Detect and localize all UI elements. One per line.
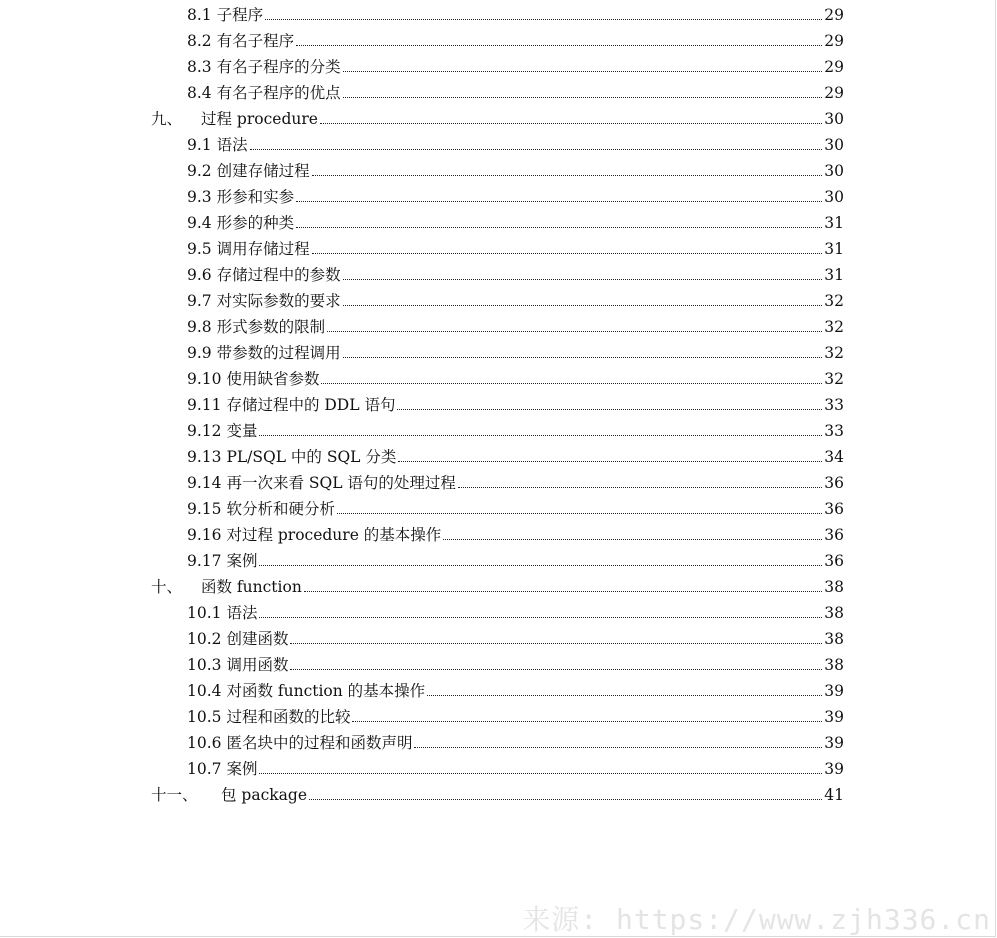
toc-entry[interactable] [187,468,844,492]
dot-leader [343,304,823,306]
toc-chapter-number: 十一、 [151,786,198,804]
toc-entry-label [187,604,257,622]
toc-entry-label [187,370,319,388]
toc-entry-title: 10.1 语法 [187,604,258,622]
toc-entry[interactable] [187,338,844,362]
toc-page-number: 36 [824,474,844,492]
toc-entry[interactable] [187,312,844,336]
toc-entry-title: 9.3 形参和实参 [187,188,295,206]
toc-entry-title: 10.7 案例 [187,760,258,778]
toc-entry-label [187,240,310,258]
dot-leader [427,694,822,696]
toc-entry[interactable] [151,780,844,804]
toc-entry-title: 9.16 对过程 procedure 的基本操作 [187,526,442,544]
dot-leader [352,720,822,722]
toc-entry[interactable] [187,182,844,206]
toc-entry-label [187,656,288,674]
toc-entry-title: 包 package [221,786,307,804]
toc-entry-label [187,136,248,154]
toc-entry-label [151,110,318,128]
toc-entry-title: 9.17 案例 [187,552,258,570]
toc-page-number: 39 [824,760,844,778]
toc-entry[interactable] [187,754,844,778]
toc-entry[interactable] [187,650,844,674]
toc-entry[interactable] [187,494,844,518]
toc-page-number: 29 [824,32,844,50]
toc-entry-title: 9.7 对实际参数的要求 [187,292,341,310]
toc-page-number: 38 [824,630,844,648]
toc-entry[interactable] [187,52,844,76]
toc-entry[interactable] [187,78,844,102]
toc-page-number: 34 [824,448,844,466]
toc-entry-title: 10.6 匿名块中的过程和函数声明 [187,734,413,752]
toc-page-number: 29 [824,84,844,102]
toc-entry-label [151,786,307,804]
dot-leader [259,772,822,774]
toc-page-number: 36 [824,552,844,570]
toc-entry-title: 9.2 创建存储过程 [187,162,310,180]
toc-entry-label [187,422,257,440]
dot-leader [290,642,822,644]
dot-leader [321,382,822,384]
toc-entry-label [187,344,341,362]
toc-entry[interactable] [187,234,844,258]
toc-page-number: 33 [824,396,844,414]
dot-leader [259,434,822,436]
toc-entry[interactable] [187,702,844,726]
toc-page-number: 31 [824,266,844,284]
dot-leader [296,44,822,46]
toc-entry-label [187,500,335,518]
watermark: 来源: https://www.zjh336.cn [522,903,991,936]
toc-entry[interactable] [187,26,844,50]
toc-entry[interactable] [187,442,844,466]
dot-leader [250,148,823,150]
toc-page-number: 30 [824,136,844,154]
toc-entry-label [187,266,341,284]
dot-leader [343,356,823,358]
toc-entry-title: 10.4 对函数 function 的基本操作 [187,682,426,700]
toc-entry-label [187,630,288,648]
toc-entry[interactable] [187,624,844,648]
dot-leader [259,564,822,566]
toc-entry[interactable] [187,156,844,180]
toc-page-number: 32 [824,370,844,388]
toc-page-number: 39 [824,734,844,752]
toc-entry[interactable] [187,0,844,24]
toc-entry-title: 过程 procedure [201,110,318,128]
toc-page-number: 32 [824,292,844,310]
toc-entry[interactable] [187,364,844,388]
toc-entry-title: 9.4 形参的种类 [187,214,295,232]
toc-entry-label [187,58,341,76]
toc-entry-title: 9.9 带参数的过程调用 [187,344,341,362]
toc-page-number: 38 [824,578,844,596]
toc-entry-label [187,292,341,310]
toc-entry-title: 9.11 存储过程中的 DDL 语句 [187,396,396,414]
toc-entry-label [187,760,257,778]
toc-page-number: 29 [824,58,844,76]
dot-leader [343,70,823,72]
toc-entry-title: 10.2 创建函数 [187,630,289,648]
toc-page-number: 38 [824,656,844,674]
toc-entry[interactable] [151,572,844,596]
toc-entry-label [187,188,294,206]
toc-page-number: 31 [824,240,844,258]
toc-page-number: 39 [824,682,844,700]
toc-entry-title: 9.6 存储过程中的参数 [187,266,341,284]
toc-entry[interactable] [187,728,844,752]
dot-leader [312,252,823,254]
toc-entry[interactable] [187,676,844,700]
toc-entry-title: 9.5 调用存储过程 [187,240,310,258]
toc-entry-title: 9.1 语法 [187,136,248,154]
toc-entry-title: 10.3 调用函数 [187,656,289,674]
dot-leader [296,200,822,202]
dot-leader [343,278,823,280]
dot-leader [398,460,822,462]
toc-entry-title: 9.12 变量 [187,422,258,440]
toc-entry-title: 10.5 过程和函数的比较 [187,708,351,726]
dot-leader [397,408,822,410]
toc-entry-title: 9.14 再一次来看 SQL 语句的处理过程 [187,474,456,492]
dot-leader [304,590,822,592]
toc-entry[interactable] [187,416,844,440]
toc-entry[interactable] [187,520,844,544]
toc-page-number: 36 [824,526,844,544]
toc-entry[interactable] [187,208,844,232]
dot-leader [296,226,822,228]
toc-page-number: 32 [824,344,844,362]
toc-entry[interactable] [151,104,844,128]
dot-leader [458,486,822,488]
toc-entry-label [187,448,396,466]
toc-entry-title: 函数 function [201,578,302,596]
toc-entry-label [187,162,310,180]
toc-entry-title: 9.15 软分析和硬分析 [187,500,335,518]
toc-entry-title: 8.2 有名子程序 [187,32,295,50]
toc-entry-label [187,708,350,726]
dot-leader [337,512,822,514]
toc-page-number: 29 [824,6,844,24]
toc-entry-label [187,6,263,24]
toc-entry-title: 9.13 PL/SQL 中的 SQL 分类 [187,448,397,466]
toc-page-number: 30 [824,110,844,128]
dot-leader [343,96,823,98]
toc-entry-title: 8.1 子程序 [187,6,264,24]
toc-page-number: 41 [824,786,844,804]
toc-entry-title: 8.4 有名子程序的优点 [187,84,341,102]
toc-entry[interactable] [187,286,844,310]
toc-entry-label [151,578,302,596]
toc-entry[interactable] [187,598,844,622]
toc-entry-label [187,396,395,414]
toc-page-number: 30 [824,162,844,180]
toc-entry-label [187,84,341,102]
toc-entry-label [187,526,441,544]
dot-leader [443,538,822,540]
dot-leader [327,330,822,332]
dot-leader [309,798,822,800]
dot-leader [290,668,822,670]
toc-entry[interactable] [187,260,844,284]
toc-entry-title: 9.10 使用缺省参数 [187,370,320,388]
toc-page-number: 32 [824,318,844,336]
toc-entry-label [187,214,294,232]
toc-entry-title: 8.3 有名子程序的分类 [187,58,341,76]
toc-page-number: 31 [824,214,844,232]
toc-chapter-number: 十、 [151,578,183,596]
toc-entry-label [187,552,257,570]
toc-entry[interactable] [187,130,844,154]
dot-leader [265,18,822,20]
toc-entry-label [187,682,425,700]
toc-page-number: 38 [824,604,844,622]
toc-entry-label [187,474,456,492]
dot-leader [320,122,822,124]
toc-page-number: 36 [824,500,844,518]
toc-entry[interactable] [187,390,844,414]
toc-entry-title: 9.8 形式参数的限制 [187,318,326,336]
dot-leader [312,174,823,176]
toc-page-number: 39 [824,708,844,726]
toc-entry-label [187,318,325,336]
toc-entry-label [187,734,412,752]
dot-leader [259,616,822,618]
toc-page-number: 33 [824,422,844,440]
toc-entry-label [187,32,294,50]
toc-chapter-number: 九、 [151,110,183,128]
dot-leader [414,746,822,748]
toc-page-number: 30 [824,188,844,206]
toc-entry[interactable] [187,546,844,570]
